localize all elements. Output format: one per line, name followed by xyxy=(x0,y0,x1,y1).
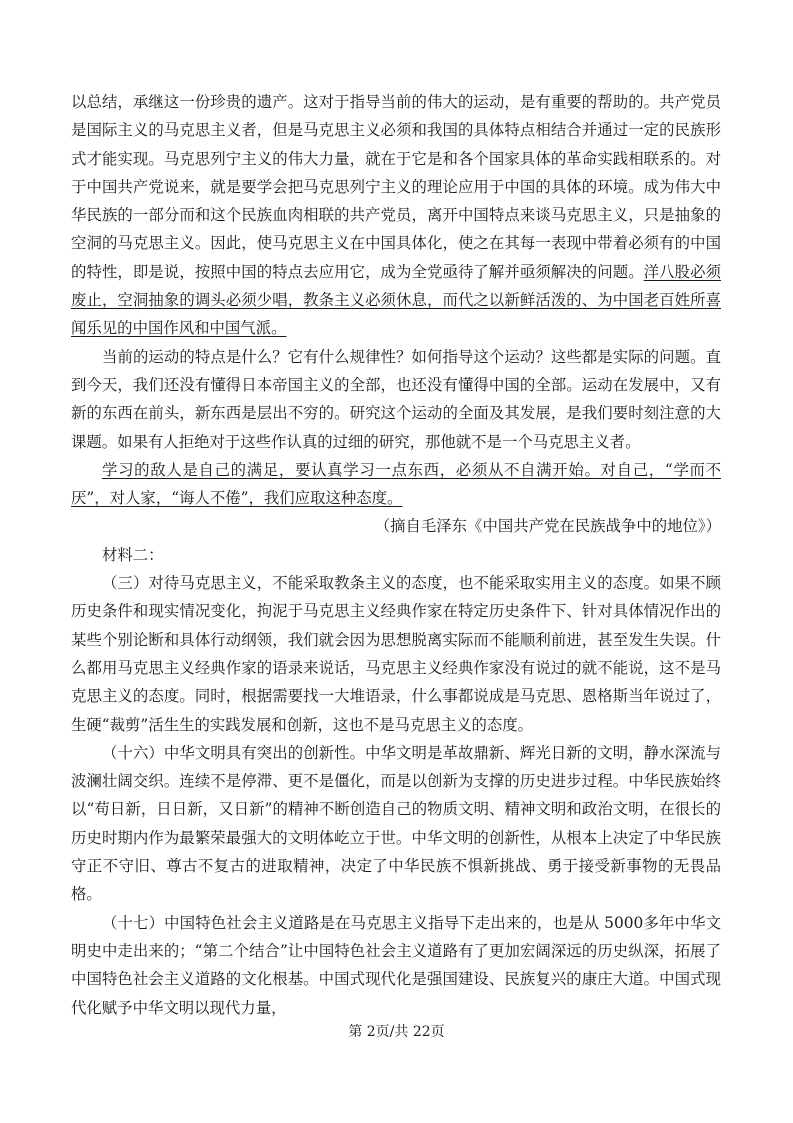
page-number-footer: 第 2页/共 22页 xyxy=(348,1024,445,1040)
material-heading: 材料二： xyxy=(102,545,164,564)
paragraph-1 xyxy=(71,88,721,343)
paragraph-2-text: 当前的运动的特点是什么？它有什么规律性？如何指导这个运动？这些都是实际的问题。直到今天，我们还没有懂得日本帝国主义的全部，也还没有懂得中国的全部。运动在发展中，又有新的东西在前头，新东西是层出不穷的。研究这个运动的全面及其发展，是我们要时刻注意的大课题。如果有人拒绝对于这些作认真的过细的研究，那他就不是一个马克思主义者。 xyxy=(71,347,721,451)
source-citation: （摘自毛泽东《中国共产党在民族战争中的地位》） xyxy=(374,517,721,536)
paragraph-3-underlined-text: 学习的敌人是自己的满足，要认真学习一点东西，必须从不自满开始。对自己，“学而不厌”，对人家，“诲人不倦”，我们应取这种态度。 xyxy=(71,460,721,508)
paragraph-1-text: 以总结，承继这一份珍贵的遗产。这对于指导当前的伟大的运动，是有重要的帮助的。共产党员是国际主义的马克思主义者，但是马克思主义必须和我国的具体特点相结合并通过一定的民族形式才能实现。马克思列宁主义的伟大力量，就在于它是和各个国家具体的革命实践相联系的。对于中国共产党说来，就是要学会把马克思列宁主义的理论应用于中国的具体的环境。成为伟大中华民族的一部分而和这个民族血肉相联的共产党员，离开中国特点来谈马克思主义，只是抽象的空洞的马克思主义。因此，使马克思主义在中国具体化，使之在其每一表现中带着必须有的中国的特性，即是说，按照中国的特点去应用它，成为全党亟待了解并亟须解决的问题。 xyxy=(71,93,721,281)
paragraph-1-underlined-text: 洋八股必须废止，空洞抽象的调头必须少唱，教条主义必须休息，而代之以新鲜活泼的、为中国老百姓所喜闻乐见的中国作风和中国气派。 xyxy=(71,262,721,338)
paragraph-5 xyxy=(71,739,721,909)
paragraph-6 xyxy=(71,909,721,1022)
paragraph-5-text: （十六）中华文明具有突出的创新性。中华文明是革故鼎新、辉光日新的文明，静水深流与波澜壮阔交织。连续不是停滞、更不是僵化，而是以创新为支撑的历史进步过程。中华民族始终以“苟日新，日日新，又日新”的精神不断创造自己的物质文明、精神文明和政治文明，在很长的历史时期内作为最繁荣最强大的文明体屹立于世。中华文明的创新性，从根本上决定了中华民族守正不守旧、尊古不复古的进取精神，决定了中华民族不惧新挑战、勇于接受新事物的无畏品格。 xyxy=(71,743,721,904)
paragraph-4-text: （三）对待马克思主义，不能采取教条主义的态度，也不能采取实用主义的态度。如果不顾历史条件和现实情况变化，拘泥于马克思主义经典作家在特定历史条件下、针对具体情况作出的某些个别论断和具体行动纲领，我们就会因为思想脱离实际而不能顺利前进，甚至发生失误。什么都用马克思主义经典作家的语录来说话，马克思主义经典作家没有说过的就不能说，这不是马克思主义的态度。同时，根据需要找一大堆语录，什么事都说成是马克思、恩格斯当年说过了，生硬“裁剪”活生生的实践发展和创新，这也不是马克思主义的态度。 xyxy=(71,574,721,734)
paragraph-3 xyxy=(71,456,721,513)
paragraph-2 xyxy=(71,343,721,456)
paragraph-4 xyxy=(71,569,721,739)
document-body xyxy=(71,88,721,1022)
paragraph-6-text: （十七）中国特色社会主义道路是在马克思主义指导下走出来的，也是从 5000多年中华文明史中走出来的；“第二个结合”让中国特色社会主义道路有了更加宏阔深远的历史纵深，拓展了中国特色社会主义道路的文化根基。中国式现代化是强国建设、民族复兴的康庄大道。中国式现代化赋予中华文明以现代力量， xyxy=(71,913,721,1017)
